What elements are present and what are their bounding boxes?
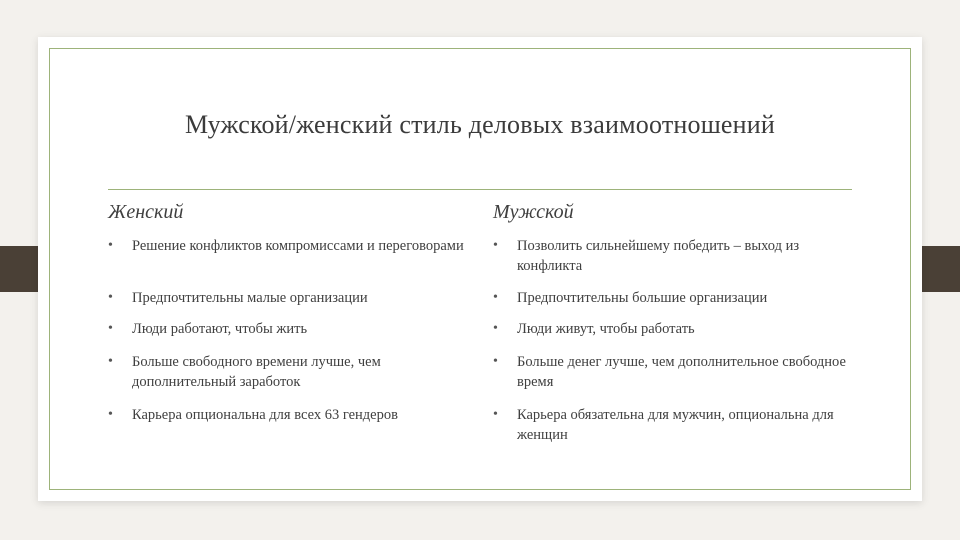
list-item-text: Люди работают, чтобы жить [132,321,308,337]
bullet-icon: • [493,407,498,422]
list-item [108,236,468,256]
list-item-text: Карьера обязательна для мужчин, опциональна для женщин [517,407,834,443]
list-item [493,405,853,445]
bullet-icon: • [493,321,498,336]
list-item-text: Больше свободного времени лучше, чем дополнительный заработок [132,354,381,390]
list-item-text: Позволить сильнейшему победить – выход из конфликта [517,238,800,274]
bullet-icon: • [108,290,113,305]
slide-title: Мужской/женский стиль деловых взаимоотношений [184,110,775,139]
list-item [108,405,468,425]
bullet-icon: • [493,354,498,369]
list-item [493,288,853,308]
column-heading-female: Женский [108,201,184,223]
column-heading-male: Мужской [493,201,574,223]
list-item-text: Предпочтительны малые организации [132,290,368,306]
list-item-text: Карьера опциональна для всех 63 гендеров [132,407,398,423]
list-item-text: Предпочтительны большие организации [517,290,768,306]
list-item-text: Решение конфликтов компромиссами и переговорами [132,238,464,254]
list-item [108,352,468,392]
title-divider [108,189,852,190]
list-item [108,319,468,339]
list-item-text: Люди живут, чтобы работать [517,321,695,337]
list-item [493,319,853,339]
bullet-icon: • [108,238,113,253]
list-item [493,352,853,392]
bullet-icon: • [108,354,113,369]
list-item [108,288,468,308]
bullet-icon: • [108,321,113,336]
bullet-icon: • [493,238,498,253]
list-item [493,236,853,276]
bullet-icon: • [108,407,113,422]
bullet-icon: • [493,290,498,305]
list-item-text: Больше денег лучше, чем дополнительное свободное время [517,354,846,390]
